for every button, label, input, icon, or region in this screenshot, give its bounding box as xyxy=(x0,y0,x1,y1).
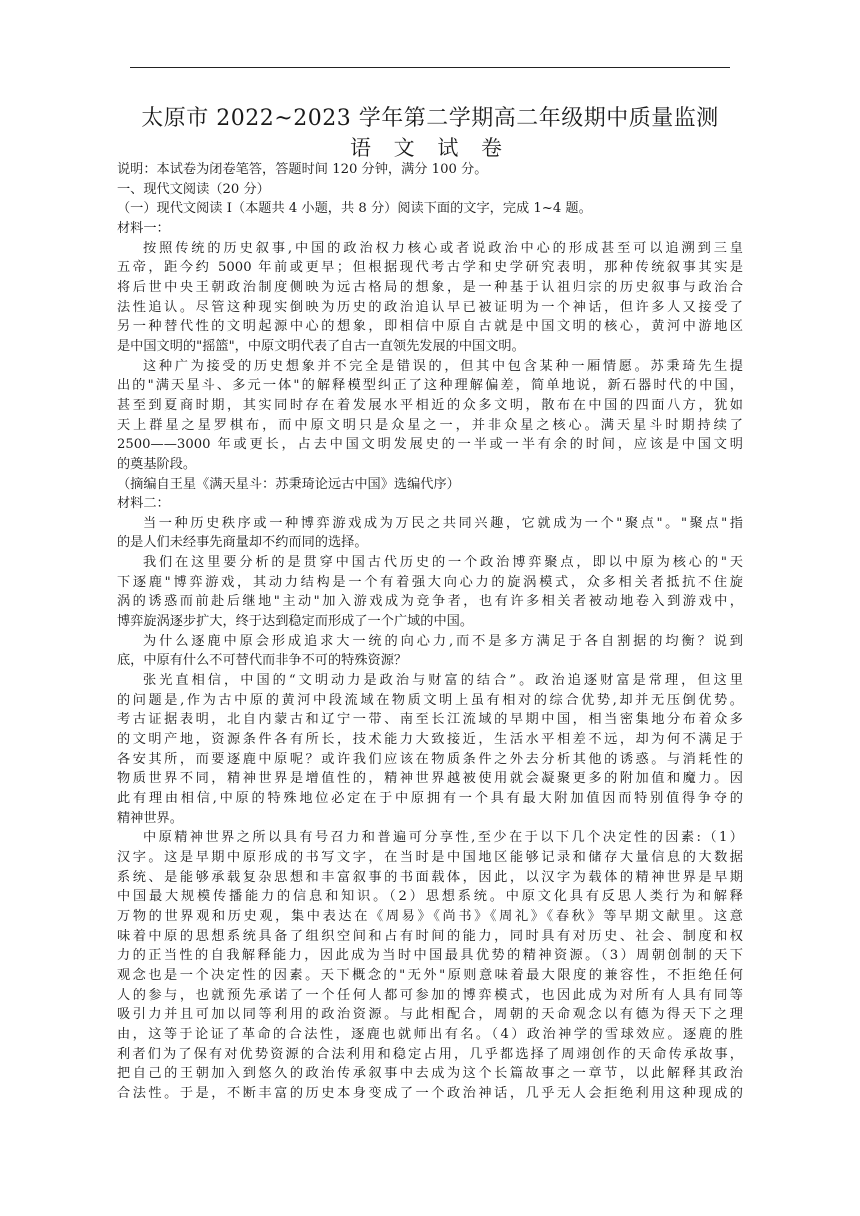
paragraph-line: 为什么逐鹿中原会形成追求大一统的向心力,而不是多方满足于各自割据的均衡？说到 xyxy=(143,633,743,649)
paragraph-line: 出的"满天星斗、多元一体"的解释模型纠正了这种理解偏差，简单地说，新石器时代的中国， xyxy=(117,378,743,394)
paragraph-line: 万物的世界观和历史观，集中表达在《周易》《尚书》《周礼》《春秋》等早期文献里。这意 xyxy=(117,908,743,924)
instructions-line: 说明：本试卷为闭卷笔答，答题时间 120 分钟，满分 100 分。 xyxy=(117,162,488,177)
exam-body xyxy=(117,160,743,1104)
section-heading: 一、现代文阅读（20 分） xyxy=(117,181,270,197)
paragraph-line: 将后世中央王朝政治制度侧映为远古格局的想象，是一种基于认祖归宗的历史叙事与政治合 xyxy=(117,279,743,295)
paragraph-line: 张光直相信，中国的“文明动力是政治与财富的结合”。政治追逐财富是常理，但这里 xyxy=(143,673,743,689)
paragraph-line: 当一种历史秩序或一种博弈游戏成为万民之共同兴趣，它就成为一个"聚点"。"聚点"指 xyxy=(143,515,743,531)
material-two-label: 材料二： xyxy=(117,496,170,512)
paragraph-line: 天上群星之星罗棋布，而中原文明只是众星之一，并非众星之核心。满天星斗时期持续了 xyxy=(117,417,743,433)
paragraph-line: 的问题是,作为古中原的黄河中段流域在物质文明上虽有相对的综合优势,却并无压倒优势。 xyxy=(117,692,743,708)
paragraph-line: 下逐鹿"博弈游戏，其动力结构是一个有着强大向心力的旋涡模式，众多相关者抵抗不住旋 xyxy=(117,574,743,590)
paragraph-line: 底，中原有什么不可替代而非争不可的特殊资源？ xyxy=(117,653,408,669)
paragraph-line: 中国最大规模传播能力的信息和知识。（2）思想系统。中原文化具有反思人类行为和解释 xyxy=(117,889,743,905)
paragraph-line: 我们在这里要分析的是贯穿中国古代历史的一个政治博弈聚点，即以中原为核心的"天 xyxy=(143,555,743,571)
paragraph-line: 甚至到夏商时期，其实同时存在着发展水平相近的众多文明，散布在中国的四面八方，犹如 xyxy=(117,397,743,413)
paragraph-line: 的奠基阶段。 xyxy=(117,456,197,472)
exam-title: 太原市 2022~2023 学年第二学期高二年级期中质量监测 xyxy=(141,106,719,131)
paragraph-line: 此有理由相信,中原的特殊地位必定在于中原拥有一个具有最大附加值因而特别值得争夺的 xyxy=(117,791,743,806)
paragraph-line: 吸引力并且可加以同等利用的政治资源。与此相配合，周朝的天命观念以有德为得天下之理 xyxy=(117,1007,743,1023)
paragraph-line: 这种广为接受的历史想象并不完全是错误的，但其中包含某种一厢情愿。苏秉琦先生提 xyxy=(143,358,743,374)
paragraph-line: 利者们为了保有对优势资源的合法利用和稳定占用，几乎都选择了周翊创作的天命传承故事， xyxy=(117,1046,743,1062)
paragraph-line: 合法性。于是，不断丰富的历史本身变成了一个政治神话，几乎无人会拒绝利用这种现成的 xyxy=(117,1085,743,1101)
paragraph-line: 是中国文明的"摇篮"，中原文明代表了自古一直领先发展的中国文明。 xyxy=(117,338,525,354)
paragraph-line: 力的正当性的自我解释能力，因此成为当时中国最具优势的精神资源。（3）周朝创制的天下 xyxy=(117,948,743,964)
paragraph-line: 中原精神世界之所以具有号召力和普遍可分享性,至少在于以下几个决定性的因素:（1） xyxy=(143,830,743,846)
paragraph-line: 考古证据表明，北自内蒙古和辽宁一带、南至长江流域的早期中国，相当密集地分布着众多 xyxy=(117,712,743,728)
paragraph-line: 2500——3000 年或更长，占去中国文明发展史的一半或一半有余的时间，应该是中国文明 xyxy=(117,437,743,453)
paragraph-line: 法性追认。尽管这种现实倒映为历史的政治追认早已被证明为一个神话，但许多人又接受了 xyxy=(117,299,743,315)
paragraph-line: 由，这等于论证了革命的合法性，逐鹿也就师出有名。（4）政治神学的雪球效应。逐鹿的胜 xyxy=(117,1026,743,1042)
paragraph-line: 五帝，距今约 5000 年前或更早；但根据现代考古学和史学研究表明，那种传统叙事其实是 xyxy=(117,260,743,276)
exam-subtitle: 语 文 试 卷 xyxy=(349,136,511,160)
paragraph-line: 味着中原的思想系统具备了组织空间和占有时间的能力，同时具有对历史、社会、制度和权 xyxy=(117,928,743,944)
paragraph-line: 的是人们未经事先商量却不约而同的选择。 xyxy=(117,535,368,551)
paragraph-line: 观念也是一个决定性的因素。天下概念的"无外"原则意味着最大限度的兼容性，不拒绝任何 xyxy=(117,967,743,983)
paragraph-line: 博弈旋涡逐步扩大，终于达到稳定而形成了一个广域的中国。 xyxy=(117,614,474,630)
paragraph-line: 人的参与，也就预先承诺了一个任何人都可参加的博弈模式，也因此成为对所有人具有同等 xyxy=(117,987,743,1003)
paragraph-line: 另一种替代性的文明起源中心的想象，即相信中原自古就是中国文明的核心，黄河中游地区 xyxy=(117,319,743,335)
header-rule xyxy=(130,67,730,68)
paragraph-line: 物质世界不同，精神世界是增值性的，精神世界越被使用就会凝聚更多的附加值和魔力。因 xyxy=(117,771,743,787)
subsection-heading: （一）现代文阅读 I（本题共 4 小题，共 8 分）阅读下面的文字，完成 1~4 题。 xyxy=(117,201,592,217)
paragraph-line: 系统、是能够承载复杂思想和丰富叙事的书面载体，因此，以汉字为载体的精神世界是早期 xyxy=(117,869,743,885)
paragraph-line: 精神世界。 xyxy=(117,810,183,826)
paragraph-line: 的文明产地，资源条件各有所长，技术能力大致接近，生活水平相差不远，却为何不满足于 xyxy=(117,732,743,748)
paragraph-line: 各安其所，而要逐鹿中原呢？或许我们应该在物质条件之外去分析其他的诱惑。与消耗性的 xyxy=(117,751,743,767)
source-citation: （摘编自王星《满天星斗：苏秉琦论远古中国》选编代序） xyxy=(117,476,460,492)
material-one-label: 材料一： xyxy=(117,220,170,236)
paragraph-line: 汉字。这是早期中原形成的书写文字，在当时是中国地区能够记录和储存大量信息的大数据 xyxy=(117,849,743,865)
paragraph-line: 把自己的王朝加入到悠久的政治传承叙事中去成为这个长篇故事之一章节，以此解释其政治 xyxy=(117,1066,743,1082)
paragraph-line: 涡的诱惑而前赴后继地"主动"加入游戏成为竞争者，也有许多相关者被动地卷入到游戏中， xyxy=(117,594,743,610)
paragraph-line: 按照传统的历史叙事,中国的政治权力核心或者说政治中心的形成甚至可以追溯到三皇 xyxy=(143,240,743,256)
